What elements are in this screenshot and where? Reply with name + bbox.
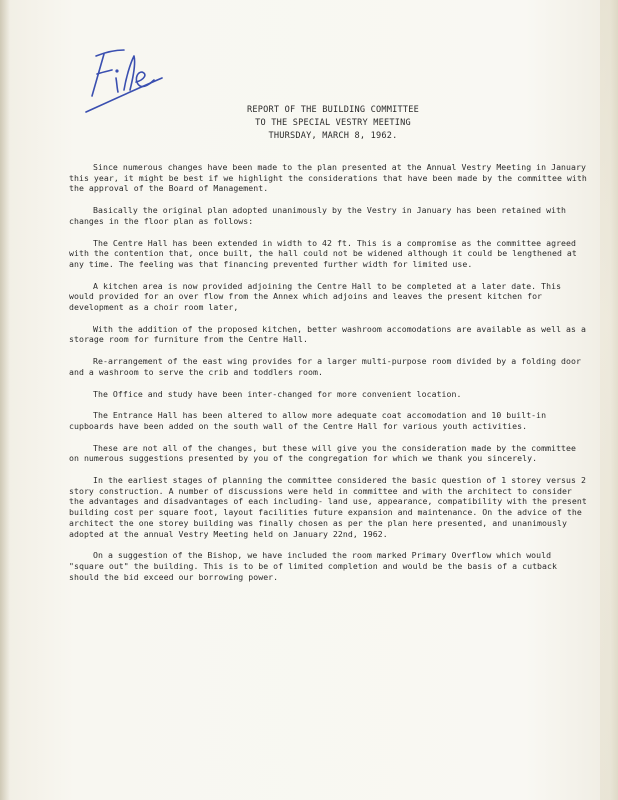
paragraph-washroom: With the addition of the proposed kitchen, better washroom accomodations are available as well as a storage room for furniture from the Centre Hall. [69,323,586,345]
heading-line-2: TO THE SPECIAL VESTRY MEETING [255,118,411,128]
heading-line-1: REPORT OF THE BUILDING COMMITTEE [247,105,419,115]
paragraph-entrance-hall: The Entrance Hall has been altered to allow more adequate coat accomodation and 10 built-in cupboards have been added on the south wall of the Centre Hall for various youth activities. [69,410,547,431]
paragraph-centre-hall: The Centre Hall has been extended in width to 42 ft. This is a compromise as the committee agreed with the contention that, once built, the hall could not be widened although it could be lengthened at any time. The feeling was that financing prevented further width for limited use. [69,237,577,269]
paragraph-intro: Since numerous changes have been made to the plan presented at the Annual Vestry Meeting in January this year, it might be best if we highlight the considerations that have been made by the committee with the approval of the Board of Management. [69,162,587,194]
report-heading [0,104,618,143]
paragraph-bishop: On a suggestion of the Bishop, we have included the room marked Primary Overflow which would "square out" the building. This is to be of limited completion and would be the basis of a cutback should the bid exceed our borrowing power. [69,550,557,582]
paragraph-kitchen: A kitchen area is now provided adjoining the Centre Hall to be completed at a later date. This would provided for an over flow from the Annex which adjoins and leaves the present kitchen for development as a choir room later, [69,280,562,313]
paragraph-thanks: These are not all of the changes, but these will give you the consideration made by the committee on numerous suggestions presented by you of the congregation for which we thank you sincerely. [69,442,576,464]
paragraph-office: The Office and study have been inter-changed for more convenient location. [93,388,462,399]
heading-line-3: THURSDAY, MARCH 8, 1962. [268,131,398,141]
report-body [69,162,589,593]
paragraph-original-plan: Basically the original plan adopted unanimously by the Vestry in January has been retained with changes in the floor plan as follows: [69,205,567,226]
paragraph-east-wing: Re-arrangement of the east wing provides for a larger multi-purpose room divided by a folding door and a washroom to serve the crib and toddlers room. [69,356,581,377]
paragraph-storey: In the earliest stages of planning the committee considered the basic question of 1 storey versus 2 story construction. A number of discussions were held in committee and with the architect to consider the advantages and disadvantages of each including- land use, appearance, compatibility with the present building cost per square foot, layout facilities future expansion and maintenance. On the advice of the architect the one storey building was finally chosen as per the plan here presented, and unanimously adopted at the annual Vestry Meeting held on January 22nd, 1962. [69,475,587,539]
